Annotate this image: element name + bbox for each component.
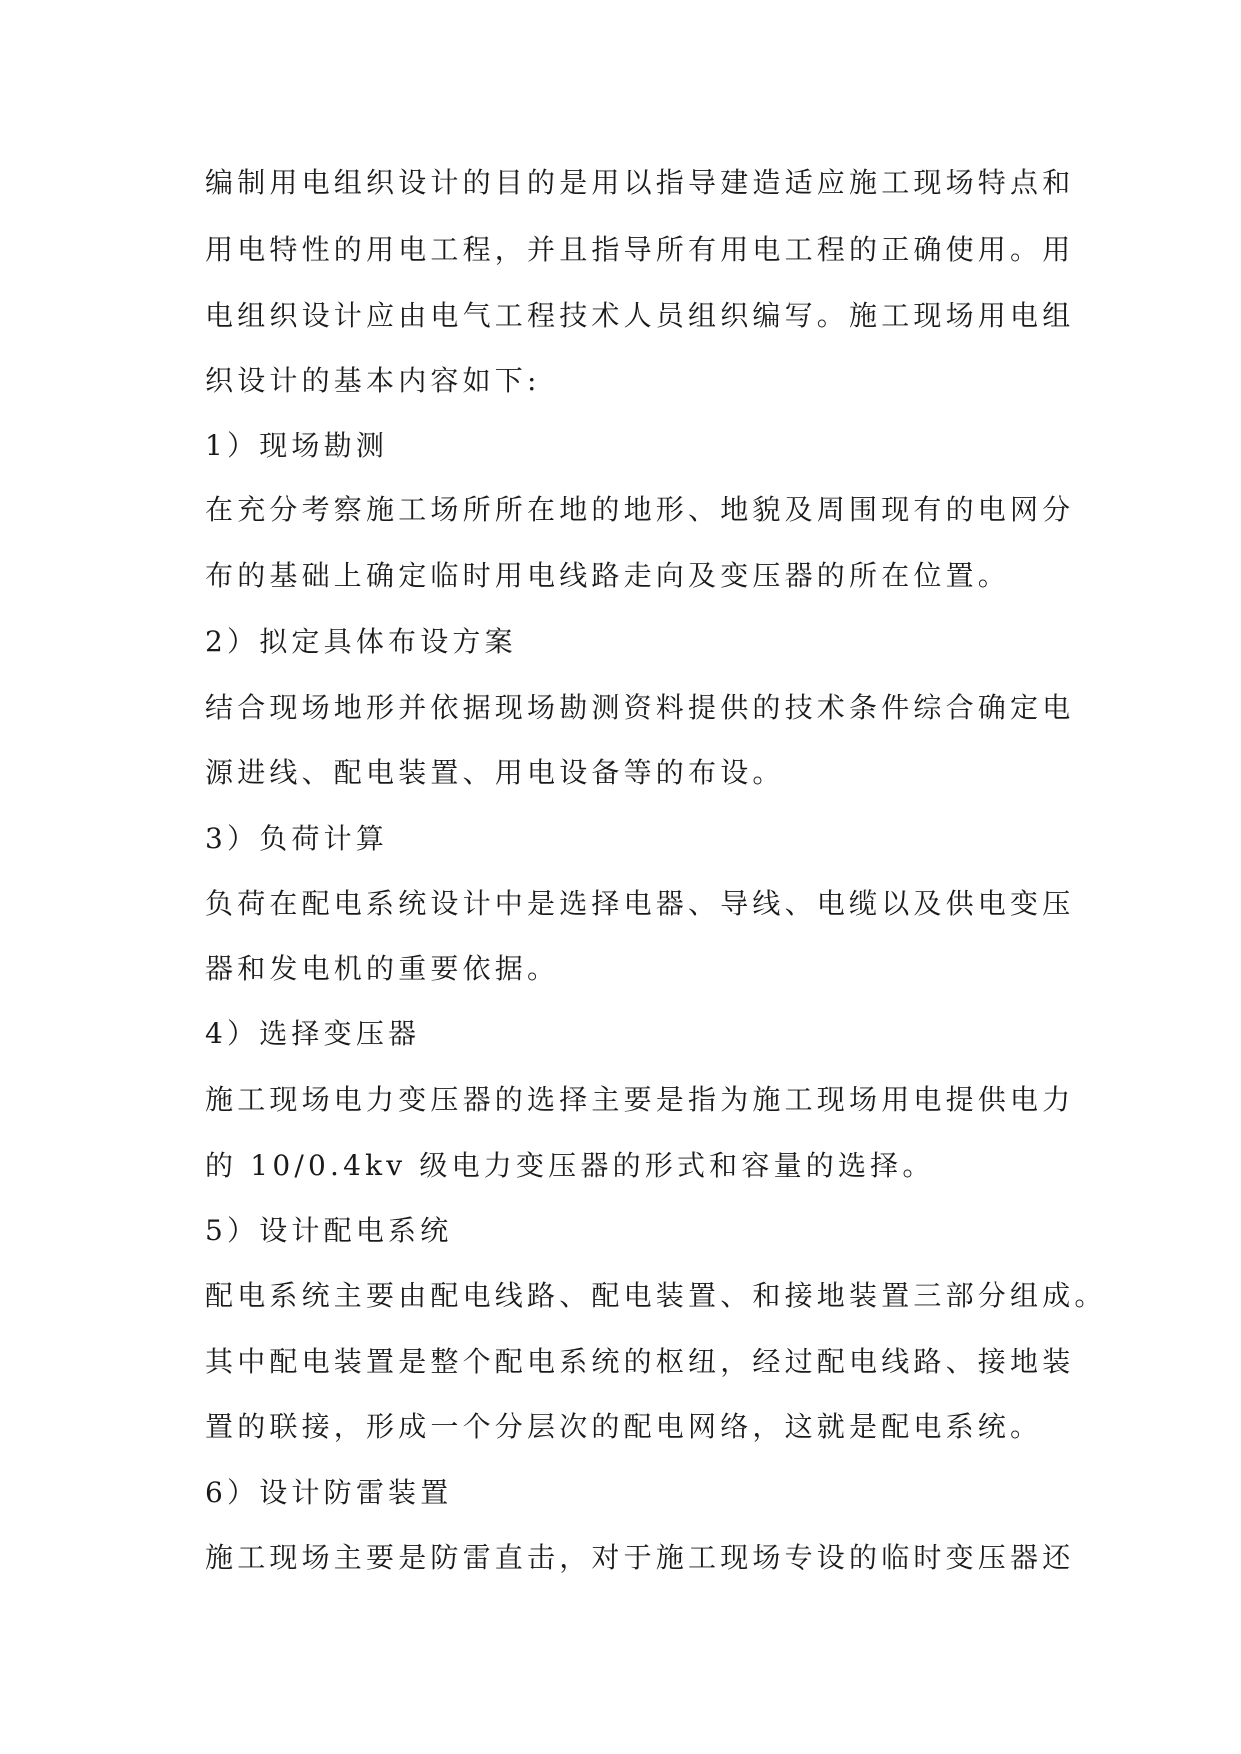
paragraph-line: 结合现场地形并依据现场勘测资料提供的技术条件综合确定电 xyxy=(205,691,1075,724)
paragraph-line: 配电系统主要由配电线路、配电装置、和接地装置三部分组成。 xyxy=(205,1279,1107,1312)
paragraph-line: 的 10/0.4kv 级电力变压器的形式和容量的选择。 xyxy=(205,1149,935,1182)
paragraph-line: 电组织设计应由电气工程技术人员组织编写。施工现场用电组 xyxy=(205,299,1075,332)
paragraph-line: 在充分考察施工场所所在地的地形、地貌及周围现有的电网分 xyxy=(205,493,1075,526)
section-heading: 4）选择变压器 xyxy=(205,1017,421,1050)
section-heading: 2）拟定具体布设方案 xyxy=(205,625,517,658)
paragraph-line: 器和发电机的重要依据。 xyxy=(205,952,560,985)
paragraph-line: 编制用电组织设计的目的是用以指导建造适应施工现场特点和 xyxy=(205,166,1075,199)
section-heading: 5）设计配电系统 xyxy=(205,1214,453,1247)
paragraph-line: 施工现场电力变压器的选择主要是指为施工现场用电提供电力 xyxy=(205,1083,1075,1116)
section-heading: 1）现场勘测 xyxy=(205,429,389,462)
section-heading: 3）负荷计算 xyxy=(205,822,389,855)
section-heading: 6）设计防雷装置 xyxy=(205,1476,453,1509)
paragraph-line: 置的联接，形成一个分层次的配电网络，这就是配电系统。 xyxy=(205,1410,1043,1443)
paragraph-line: 布的基础上确定临时用电线路走向及变压器的所在位置。 xyxy=(205,559,1011,592)
paragraph-line: 负荷在配电系统设计中是选择电器、导线、电缆以及供电变压 xyxy=(205,887,1075,920)
paragraph-line: 施工现场主要是防雷直击，对于施工现场专设的临时变压器还 xyxy=(205,1541,1075,1574)
paragraph-line: 其中配电装置是整个配电系统的枢纽，经过配电线路、接地装 xyxy=(205,1345,1075,1378)
paragraph-line: 源进线、配电装置、用电设备等的布设。 xyxy=(205,756,785,789)
paragraph-line: 用电特性的用电工程，并且指导所有用电工程的正确使用。用 xyxy=(205,233,1075,266)
paragraph-line: 织设计的基本内容如下: xyxy=(205,364,541,397)
